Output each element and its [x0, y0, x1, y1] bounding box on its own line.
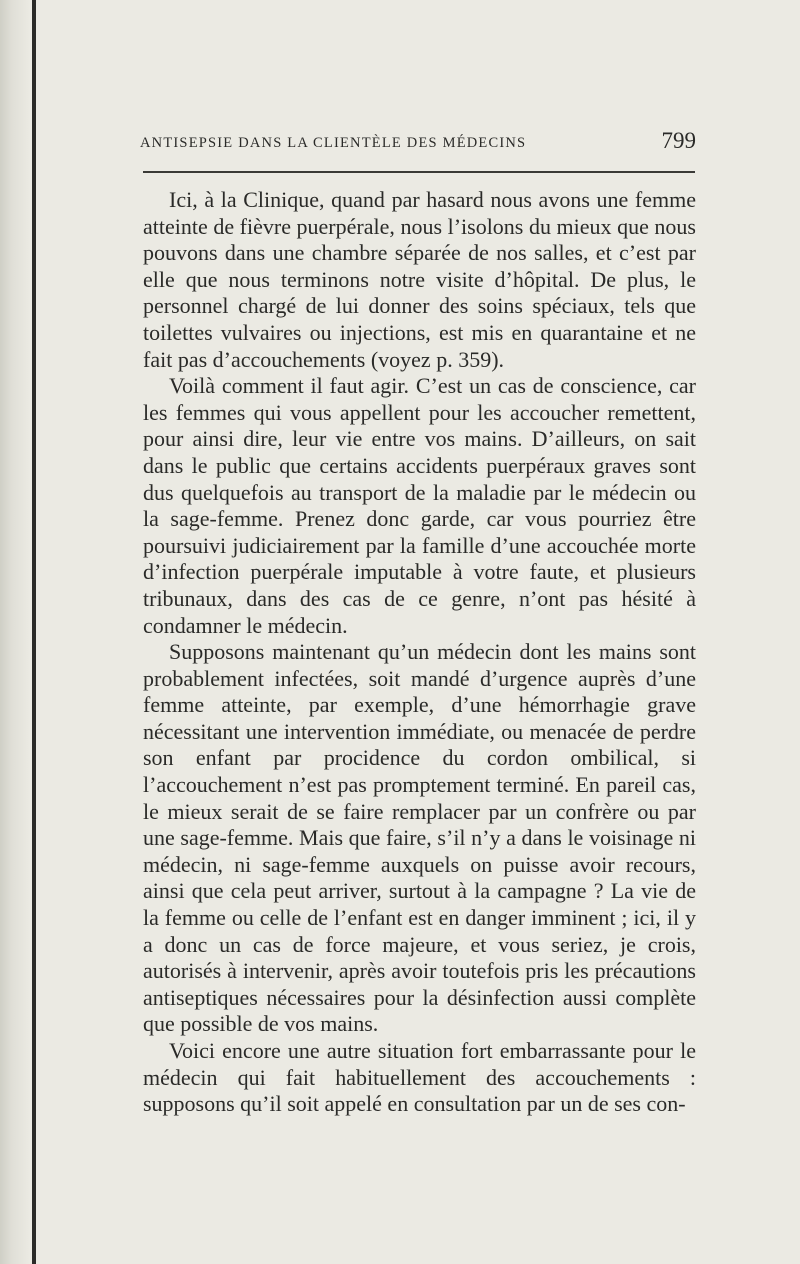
header-rule: [143, 171, 695, 173]
paragraph: Voici encore une autre situation fort embarrassante pour le médecin qui fait habituellement des accouchements : supposons qu’il soit appelé en consultation par un de ses con-: [143, 1038, 696, 1117]
running-title: ANTISEPSIE DANS LA CLIENTÈLE DES MÉDECINS: [140, 135, 527, 151]
body-text: [143, 187, 696, 1118]
page-number: 799: [661, 128, 696, 153]
paragraph: Voilà comment il faut agir. C’est un cas de conscience, car les femmes qui vous appellent pour les accoucher remettent, pour ainsi dire, leur vie entre vos mains. D’ailleurs, on sait dans le public que certains accidents puerpéraux graves sont dus quelquefois au transport de la maladie par le médecin ou la sage-femme. Prenez donc garde, car vous pourriez être poursuivi judiciairement par la famille d’une accouchée morte d’infection puerpérale imputable à votre faute, et plusieurs tribunaux, dans des cas de ce genre, n’ont pas hésité à condamner le médecin.: [143, 373, 696, 638]
paragraph: Ici, à la Clinique, quand par hasard nous avons une femme atteinte de fièvre puerpérale, nous l’isolons du mieux que nous pouvons dans une chambre séparée de nos salles, et c’est par elle que nous terminons notre visite d’hôpital. De plus, le personnel chargé de lui donner des soins spéciaux, tels que toilettes vulvaires ou injections, est mis en quarantaine et ne fait pas d’accouchements (voyez p. 359).: [143, 187, 696, 372]
running-head: [140, 128, 696, 158]
binding-edge-line: [32, 0, 36, 1264]
paragraph: Supposons maintenant qu’un médecin dont les mains sont probablement infectées, soit mandé d’urgence auprès d’une femme atteinte, par exemple, d’une hémorrhagie grave nécessitant une intervention immédiate, ou menacée de perdre son enfant par procidence du cordon ombilical, si l’accouchement n’est pas promptement terminé. En pareil cas, le mieux serait de se faire remplacer par un confrère ou par une sage-femme. Mais que faire, s’il n’y a dans le voisinage ni médecin, ni sage-femme auxquels on puisse avoir recours, ainsi que cela peut arriver, surtout à la campagne ? La vie de la femme ou celle de l’enfant est en danger imminent ; ici, il y a donc un cas de force majeure, et vous seriez, je crois, autorisés à intervenir, après avoir toutefois pris les précautions antiseptiques nécessaires pour la désinfection aussi complète que possible de vos mains.: [143, 639, 696, 1037]
